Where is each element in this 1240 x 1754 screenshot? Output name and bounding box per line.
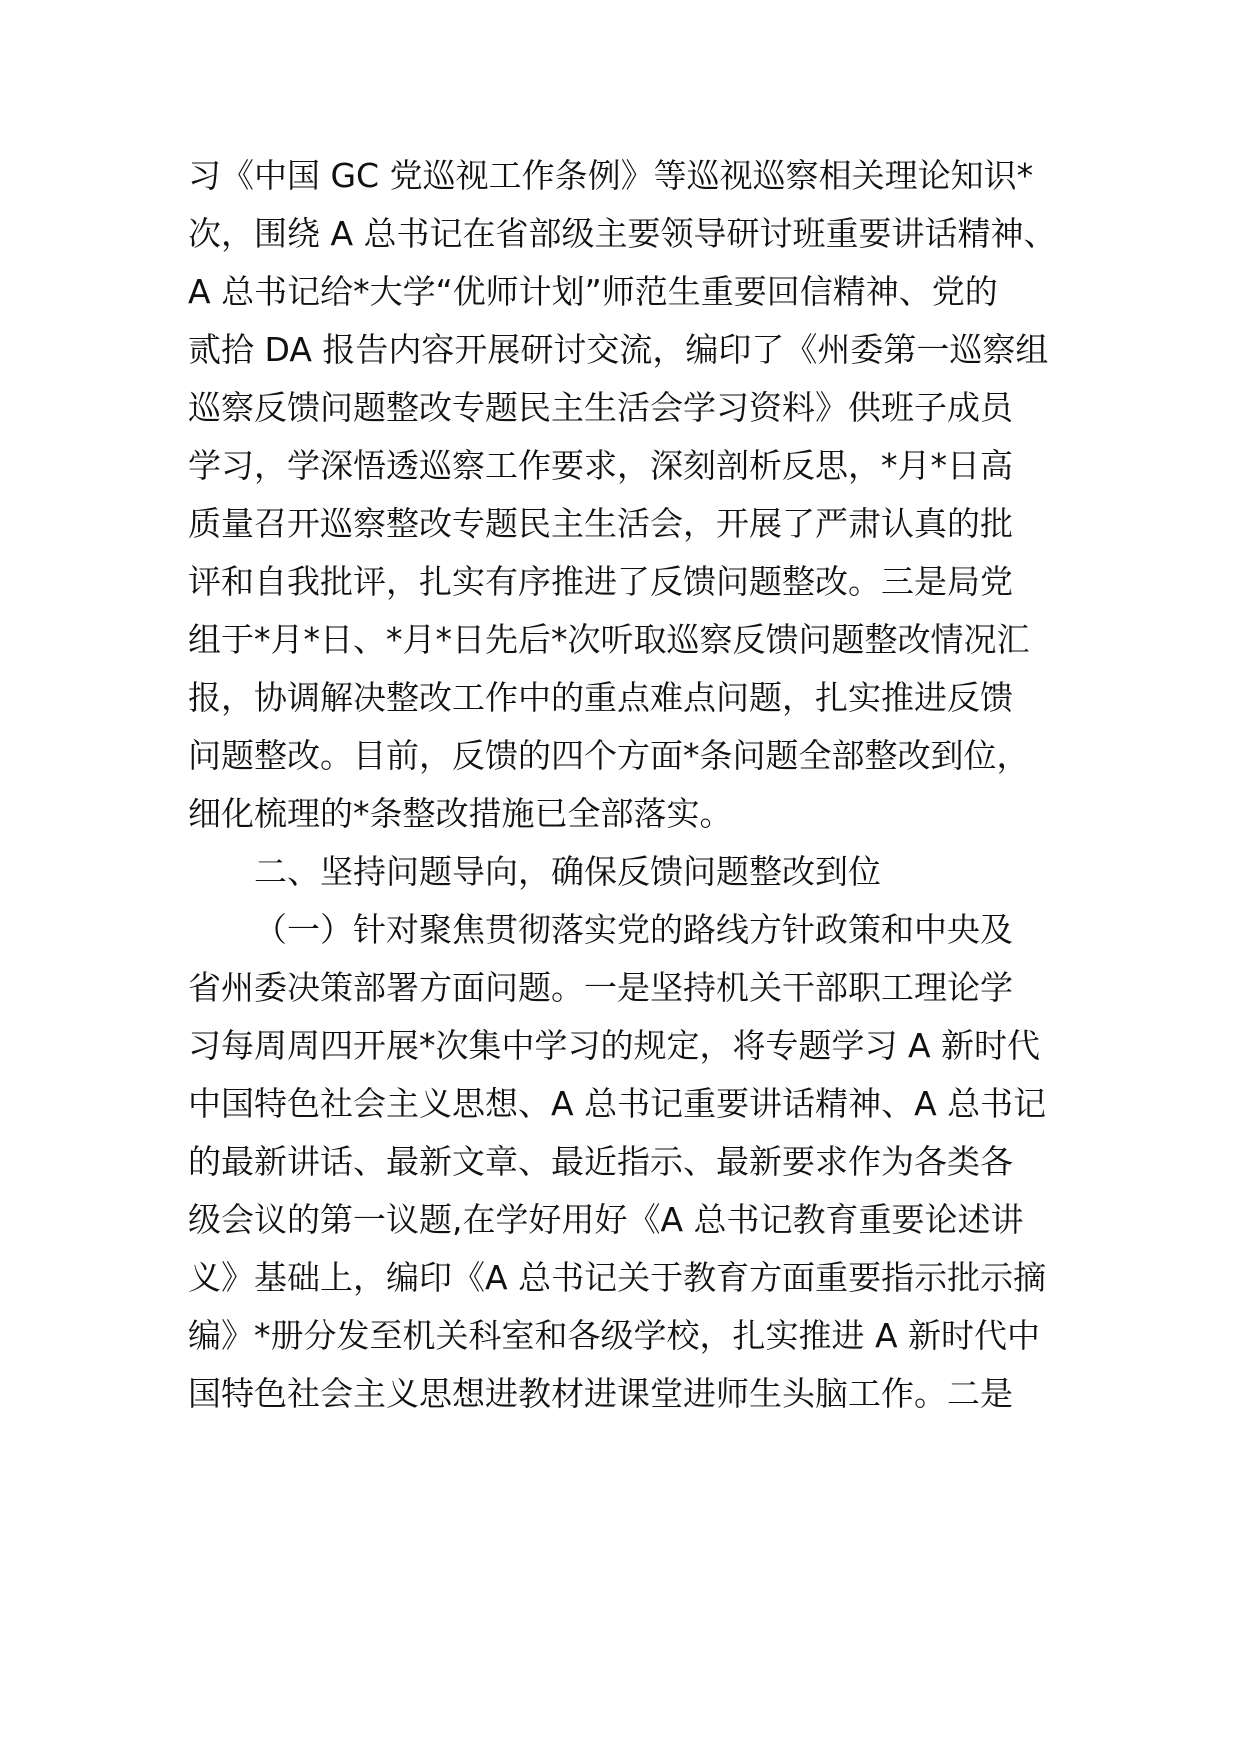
- body-text-line-6: 学习，学深悟透巡察工作要求，深刻剖析反思，*月*日高: [188, 446, 1013, 485]
- body-text-line-9: 组于*月*日、*月*日先后*次听取巡察反馈问题整改情况汇: [188, 620, 1030, 659]
- body-text-line-19: 编》*册分发至机关科室和各级学校，扎实推进 A 新时代中: [188, 1316, 1041, 1355]
- body-text-line-13: 省州委决策部署方面问题。一是坚持机关干部职工理论学: [188, 968, 1013, 1007]
- body-text-line-20: 国特色社会主义思想进教材进课堂进师生头脑工作。二是: [188, 1374, 1013, 1413]
- body-text-line-12: 细化梳理的*条整改措施已全部落实。: [188, 794, 733, 833]
- body-text-line-1: 习《中国 GC 党巡视工作条例》等巡视巡察相关理论知识*: [188, 156, 1034, 195]
- body-text-line-16: 的最新讲话、最新文章、最近指示、最新要求作为各类各: [188, 1142, 1013, 1181]
- body-text-line-4: 贰拾 DA 报告内容开展研讨交流，编印了《州委第一巡察组: [188, 330, 1049, 369]
- body-text-line-10: 报，协调解决整改工作中的重点难点问题，扎实推进反馈: [188, 678, 1013, 717]
- body-text-line-18: 义》基础上，编印《A 总书记关于教育方面重要指示批示摘: [188, 1258, 1047, 1297]
- body-text-line-15: 中国特色社会主义思想、A 总书记重要讲话精神、A 总书记: [188, 1084, 1047, 1123]
- body-text-line-7: 质量召开巡察整改专题民主生活会，开展了严肃认真的批: [188, 504, 1013, 543]
- body-text-line-2: 次，围绕 A 总书记在省部级主要领导研讨班重要讲话精神、: [188, 214, 1057, 253]
- body-text-line-17: 级会议的第一议题,在学好用好《A 总书记教育重要论述讲: [188, 1200, 1024, 1239]
- body-text-line-5: 巡察反馈问题整改专题民主生活会学习资料》供班子成员: [188, 388, 1013, 427]
- section-heading: 二、坚持问题导向，确保反馈问题整改到位: [254, 852, 881, 891]
- subsection-heading-line: （一）针对聚焦贯彻落实党的路线方针政策和中央及: [254, 910, 1013, 949]
- body-text-line-14: 习每周周四开展*次集中学习的规定，将专题学习 A 新时代: [188, 1026, 1041, 1065]
- body-text-line-3: A 总书记给*大学“优师计划”师范生重要回信精神、党的: [188, 272, 998, 311]
- body-text-line-11: 问题整改。目前，反馈的四个方面*条问题全部整改到位，: [188, 736, 1030, 775]
- body-text-line-8: 评和自我批评，扎实有序推进了反馈问题整改。三是局党: [188, 562, 1013, 601]
